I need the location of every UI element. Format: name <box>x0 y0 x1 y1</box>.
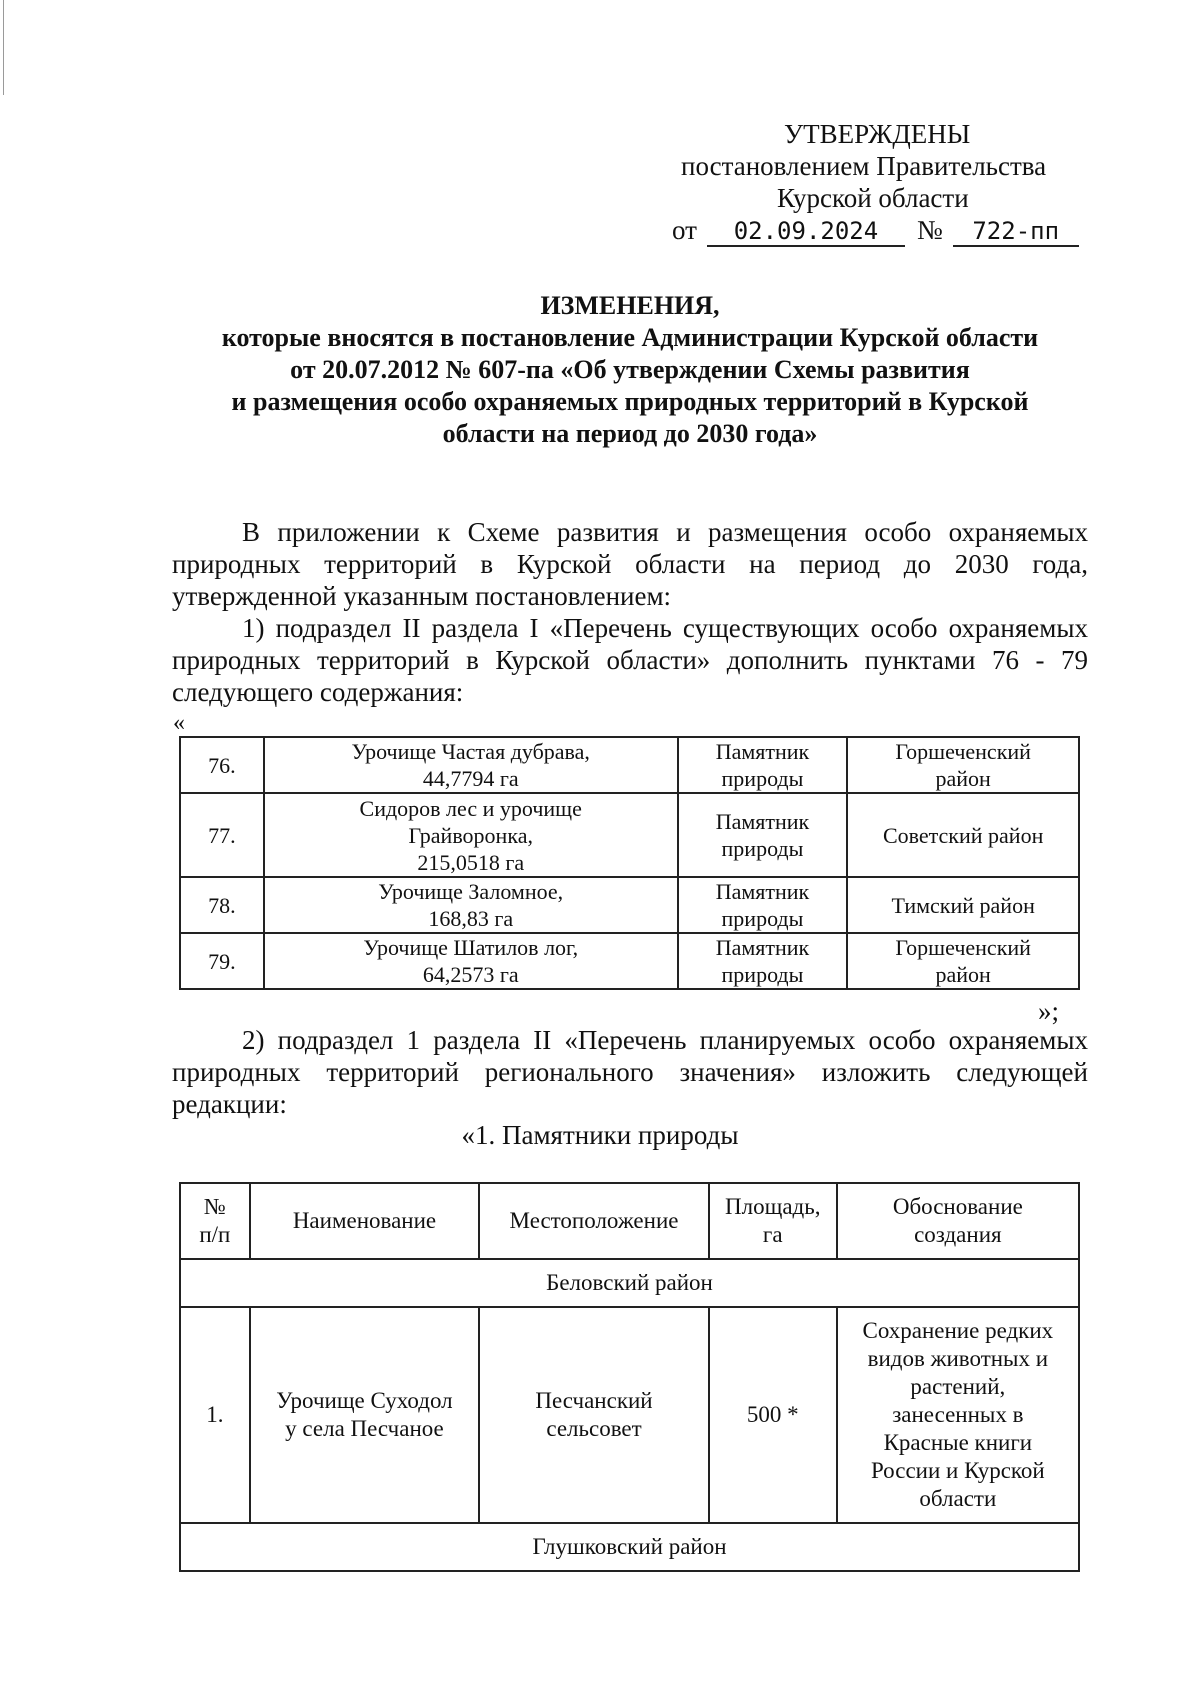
territory-name: Урочище Заломное, 168,83 га <box>264 877 678 933</box>
heading-title: ИЗМЕНЕНИЯ, <box>540 291 720 320</box>
territory-location: Песчанский сельсовет <box>479 1307 709 1523</box>
territory-district: Советский район <box>847 793 1079 877</box>
approval-line-1: постановлением Правительства <box>681 151 1047 181</box>
number-prefix: № <box>916 215 943 245</box>
territory-name: Урочище Частая дубрава, 44,7794 га <box>264 737 678 793</box>
table-row <box>180 1307 1079 1523</box>
territory-type: Памятник природы <box>678 877 848 933</box>
table-row <box>180 933 1079 989</box>
header-reason: Обоснование создания <box>837 1183 1079 1259</box>
table-row <box>180 793 1079 877</box>
approval-date: 02.09.2024 <box>707 217 905 247</box>
territory-district: Тимский район <box>847 877 1079 933</box>
existing-territories-table <box>179 736 1080 990</box>
intro-paragraph <box>172 516 1088 612</box>
quote-open: « <box>173 710 185 736</box>
territory-type: Памятник природы <box>678 793 848 877</box>
heading-line-1: которые вносятся в постановление Администрации Курской области <box>221 323 1039 352</box>
date-prefix: от <box>672 215 697 245</box>
header-location: Местоположение <box>479 1183 709 1259</box>
district-row <box>180 1259 1079 1307</box>
row-number: 77. <box>180 793 264 877</box>
header-number: № п/п <box>180 1183 250 1259</box>
scan-edge-line <box>3 0 4 95</box>
intro-text: В приложении к Схеме развития и размещения особо охраняемых природных территорий в Курской области на период до 2030 года, утвержденной указанным постановлением: <box>172 517 1088 611</box>
territory-name: Урочище Суходол у села Песчаное <box>250 1307 479 1523</box>
row-number: 78. <box>180 877 264 933</box>
table-row <box>180 877 1079 933</box>
header-name: Наименование <box>250 1183 479 1259</box>
row-number: 76. <box>180 737 264 793</box>
territory-district: Горшеченский район <box>847 933 1079 989</box>
row-number: 1. <box>180 1307 250 1523</box>
quote-close: »; <box>1038 996 1060 1026</box>
approval-title: УТВЕРЖДЕНЫ <box>784 119 971 149</box>
territory-name: Сидоров лес и урочище Грайворонка, 215,0518 га <box>264 793 678 877</box>
territory-name: Урочище Шатилов лог, 64,2573 га <box>264 933 678 989</box>
territory-type: Памятник природы <box>678 933 848 989</box>
district-name: Глушковский район <box>180 1523 1079 1571</box>
heading-line-3: и размещения особо охраняемых природных территорий в Курской <box>231 387 1029 416</box>
territory-reason: Сохранение редких видов животных и растений, занесенных в Красные книги России и Курской области <box>837 1307 1079 1523</box>
approval-number: 722-пп <box>953 217 1079 247</box>
territory-area: 500 * <box>709 1307 837 1523</box>
territory-type: Памятник природы <box>678 737 848 793</box>
approval-line-2: Курской области <box>777 183 969 213</box>
item-2-paragraph <box>172 1024 1088 1120</box>
item-1-text: 1) подраздел II раздела I «Перечень существующих особо охраняемых природных территорий в Курской области» дополнить пунктами 76 - 79 следующего содержания: <box>172 613 1088 707</box>
item-2-text: 2) подраздел 1 раздела II «Перечень планируемых особо охраняемых природных территорий регионального значения» изложить следующей редакции: <box>172 1025 1088 1119</box>
heading-line-4: области на период до 2030 года» <box>442 419 818 448</box>
territory-district: Горшеченский район <box>847 737 1079 793</box>
header-area: Площадь, га <box>709 1183 837 1259</box>
approval-date-line <box>672 214 1079 247</box>
district-row <box>180 1523 1079 1571</box>
item-1-paragraph <box>172 612 1088 708</box>
heading-line-2: от 20.07.2012 № 607-па «Об утверждении Схемы развития <box>290 355 970 384</box>
row-number: 79. <box>180 933 264 989</box>
section-title: «1. Памятники природы <box>461 1120 739 1150</box>
table-header-row <box>180 1183 1079 1259</box>
table-row <box>180 737 1079 793</box>
planned-territories-table <box>179 1182 1080 1572</box>
document-heading <box>160 290 1100 450</box>
district-name: Беловский район <box>180 1259 1079 1307</box>
